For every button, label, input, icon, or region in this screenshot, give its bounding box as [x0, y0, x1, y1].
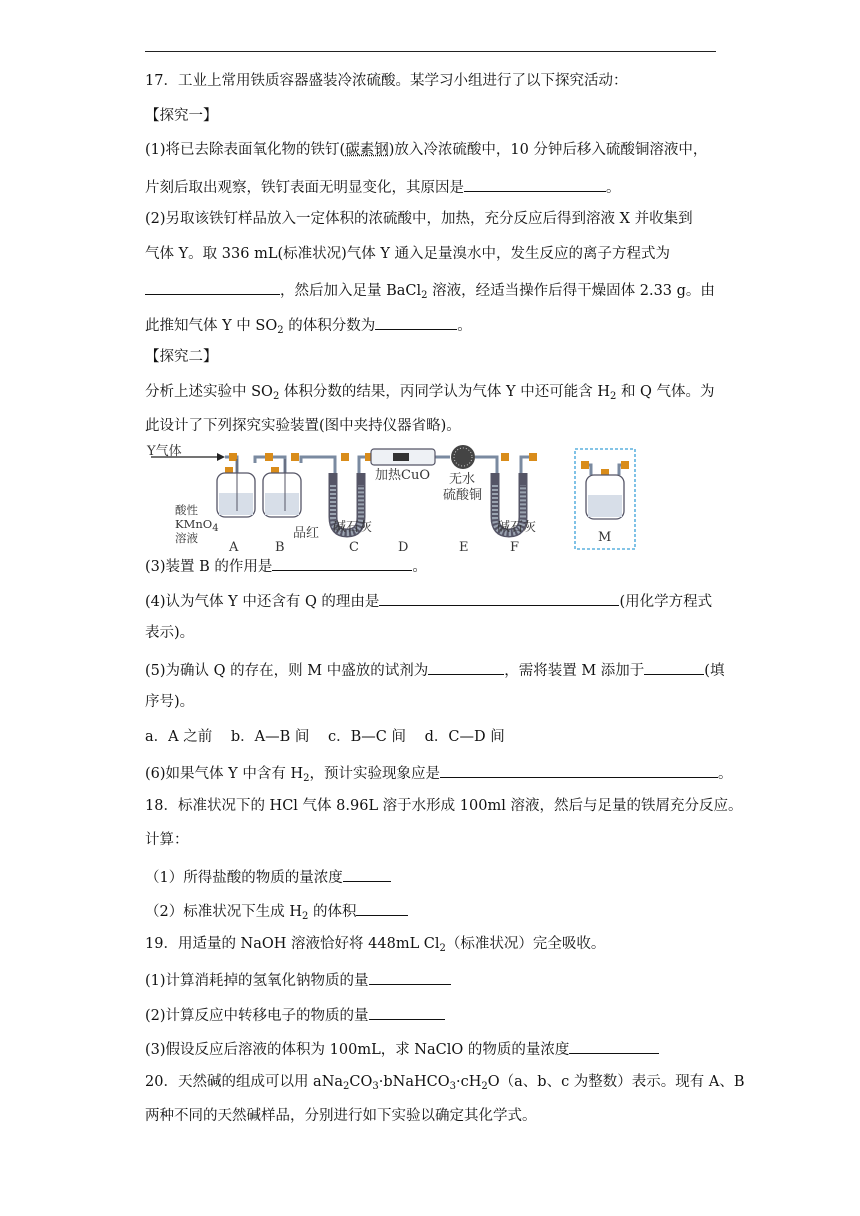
- q17-part5-line1: (5)为确认 Q 的存在，则 M 中盛放的试剂为 ，需将装置 M 添加于 (填: [145, 659, 720, 694]
- q18-sub2: （2）标准状况下生成 $H_2$ 的体积: [145, 900, 720, 935]
- answer-blank: [428, 659, 504, 675]
- q18-stem-line2: 计算：: [145, 832, 189, 848]
- q17-part1-line2: 片刻后取出观察，铁钉表面无明显变化，其原因是 。: [145, 176, 720, 211]
- label-kmno4: KMnO$_4$: [175, 517, 219, 534]
- section-heading-2: 【探究二】: [145, 349, 218, 365]
- section-heading-1: 【探究一】: [145, 107, 218, 124]
- answer-blank: [343, 866, 391, 882]
- answer-blank: [440, 762, 718, 778]
- q17-part3: (3)装置 B 的作用是 。: [145, 555, 720, 590]
- answer-blank: [369, 969, 451, 985]
- answer-blank: [379, 590, 619, 606]
- q17-part2-line3: ，然后加入足量 BaCl$_2$ 溶液，经适当操作后得干燥固体 2.33 g。由: [145, 279, 720, 314]
- option-b: b．A—B 间: [230, 728, 310, 745]
- label-soda-lime-f: 碱石灰: [497, 520, 537, 535]
- q18-sub1: （1）所得盐酸的物质的量浓度: [145, 866, 720, 901]
- q17-part4-line1: (4)认为气体 Y 中还含有 Q 的理由是 (用化学方程式: [145, 590, 720, 625]
- document-body: [145, 72, 745, 1142]
- label-anhydrous: 无水: [449, 472, 476, 487]
- q17-part1-line1: (1)将已去除表面氧化物的铁钉(碳素钢)放入冷浓硫酸中，10 分钟后移入硫酸铜溶液中，: [145, 142, 708, 158]
- q17-stem: 17．工业上常用铁质容器盛装冷浓硫酸。某学习小组进行了以下探究活动：: [145, 73, 628, 89]
- answer-blank: [464, 176, 606, 192]
- label-e: E: [459, 540, 469, 555]
- q20-stem-line2: 两种不同的天然碱样品，分别进行如下实验以确定其化学式。: [145, 1108, 537, 1124]
- label-b: B: [275, 540, 285, 555]
- label-acidic: 酸性: [175, 503, 198, 517]
- q19-sub2: (2)计算反应中转移电子的物质的量: [145, 1004, 720, 1039]
- header-rule: [145, 51, 716, 52]
- answer-blank: [644, 659, 704, 675]
- label-y-gas: Y气体: [147, 444, 182, 459]
- label-d: D: [398, 540, 409, 555]
- label-c: C: [349, 540, 359, 555]
- label-a: A: [229, 540, 239, 555]
- label-pinhong: 品红: [293, 526, 320, 541]
- label-cuo: 加热CuO: [375, 468, 430, 483]
- q17-intro-line2: 此设计了下列探究实验装置(图中夹持仪器省略)。: [145, 418, 461, 434]
- q17-part6: (6)如果气体 Y 中含有 $H_2$，预计实验现象应是 。: [145, 762, 720, 797]
- label-f: F: [510, 540, 520, 555]
- answer-blank: [569, 1038, 659, 1054]
- label-solution: 溶液: [175, 531, 198, 545]
- option-d: d．C—D 间: [424, 728, 505, 745]
- q17-part4-line2: 表示)。: [145, 625, 195, 641]
- option-c: c．B—C 间: [327, 728, 406, 745]
- answer-blank: [272, 555, 412, 571]
- q19-stem: 19．用适量的 NaOH 溶液恰好将 448mL $Cl_2$（标准状况）完全吸收。: [145, 935, 606, 954]
- emphasis-text: 碳素钢: [345, 142, 389, 158]
- q19-sub3: (3)假设反应后溶液的体积为 100mL，求 NaClO 的物质的量浓度: [145, 1038, 720, 1073]
- apparatus-figure: [145, 445, 720, 555]
- label-soda-lime-c: 碱石灰: [333, 520, 373, 535]
- answer-blank: [356, 900, 408, 916]
- answer-blank: [375, 314, 457, 330]
- q17-part2-line1: (2)另取该铁钉样品放入一定体积的浓硫酸中，加热，充分反应后得到溶液 X 并收集到: [145, 211, 693, 227]
- q17-options: [145, 728, 720, 763]
- q18-stem-line1: 18．标准状况下的 HCl 气体 8.96L 溶于水形成 100ml 溶液，然后与足量的铁屑充分反应。: [145, 797, 743, 814]
- answer-blank: [369, 1004, 445, 1020]
- option-a: a．A 之前: [145, 728, 213, 745]
- q20-stem-line1: 20．天然碱的组成可以用 $aNa_2CO_3\cdot bNaHCO_3\cdot cH_2O(a$、b、c 为整数）表示。现有 A、B: [145, 1073, 745, 1092]
- q19-sub1: (1)计算消耗掉的氢氧化钠物质的量: [145, 969, 720, 1004]
- q17-part2-line2: 气体 Y。取 336 mL(标准状况)气体 Y 通入足量溴水中，发生反应的离子方程式为: [145, 245, 671, 262]
- q17-intro-line1: 分析上述实验中 $SO_2$ 体积分数的结果，丙同学认为气体 Y 中还可能含 $H_2$ 和 Q 气体。为: [145, 383, 715, 402]
- q17-part2-line4: 此推知气体 Y 中 $SO_2$ 的体积分数为 。: [145, 314, 720, 349]
- answer-blank: [145, 279, 280, 295]
- label-cuso4: 硫酸铜: [443, 488, 483, 503]
- label-m: M: [598, 530, 612, 545]
- q17-part5-line2: 序号)。: [145, 694, 195, 710]
